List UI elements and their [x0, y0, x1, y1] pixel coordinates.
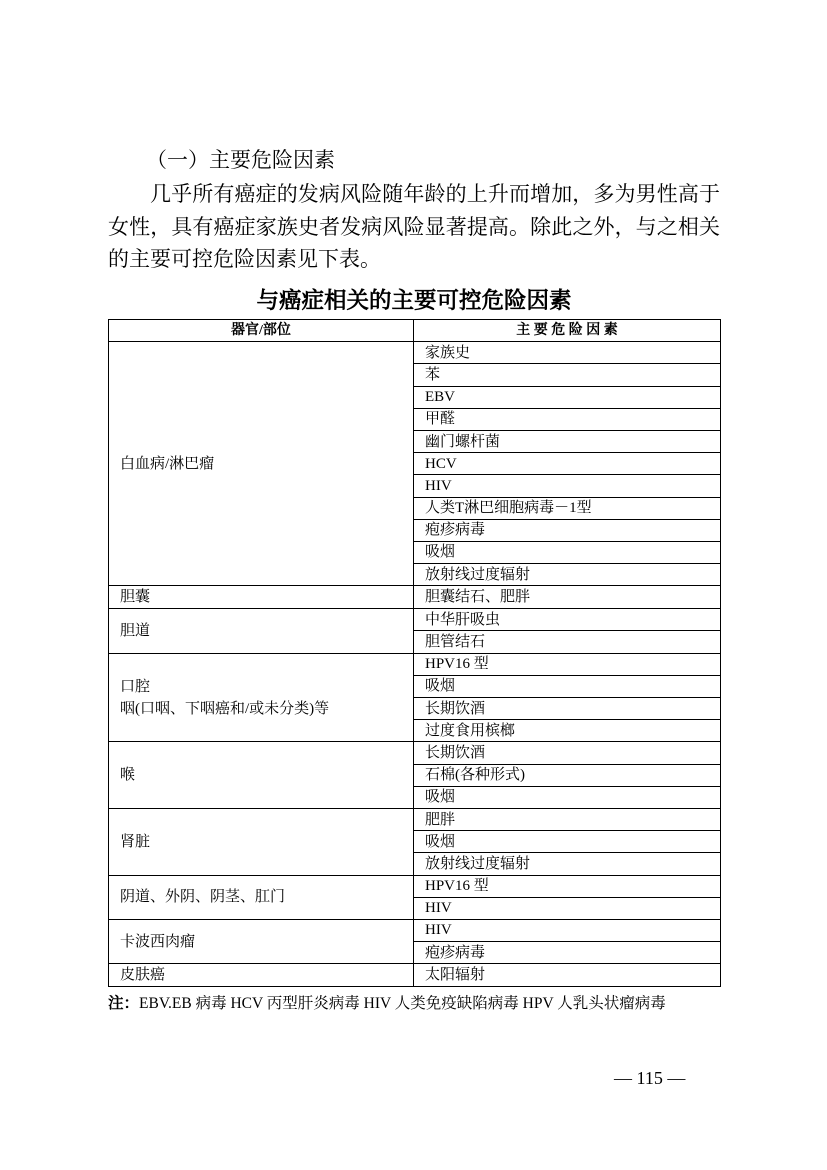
organ-label: 胆道 — [120, 622, 151, 639]
risk-factor-cell: 人类T淋巴细胞病毒－1型 — [414, 497, 721, 519]
organ-cell — [109, 342, 414, 586]
intro-paragraph: 几乎所有癌症的发病风险随年龄的上升而增加，多为男性高于女性，具有癌症家族史者发病风险显著提高。除此之外，与之相关的主要可控危险因素见下表。 — [108, 182, 720, 271]
table-row — [109, 964, 721, 987]
risk-factor-cell: 放射线过度辐射 — [414, 853, 721, 875]
risk-factor-cell: 吸烟 — [414, 675, 721, 697]
risk-factor-cell: 疱疹病毒 — [414, 519, 721, 541]
risk-factor-table — [108, 319, 721, 987]
organ-label: 咽(口咽、下咽癌和/或未分类)等 — [120, 700, 330, 717]
risk-factor-cell: 苯 — [414, 364, 721, 386]
organ-label: 皮肤癌 — [120, 967, 166, 984]
organ-cell — [109, 919, 414, 963]
risk-factor-cell: 家族史 — [414, 342, 721, 364]
organ-cell — [109, 875, 414, 919]
risk-factor-cell: HIV — [414, 897, 721, 919]
organ-cell — [109, 586, 414, 609]
table-title: 与癌症相关的主要可控危险因素 — [256, 288, 572, 314]
table-body — [109, 342, 721, 987]
organ-label: 白血病/淋巴瘤 — [120, 455, 215, 472]
risk-factor-cell: 幽门螺杆菌 — [414, 430, 721, 452]
header-organ: 器官/部位 — [109, 320, 414, 342]
organ-label: 喉 — [120, 767, 136, 784]
organ-cell — [109, 742, 414, 809]
risk-factor-cell: 肥胖 — [414, 808, 721, 830]
table-row — [109, 808, 721, 830]
risk-factor-cell: 吸烟 — [414, 541, 721, 563]
risk-factor-cell: EBV — [414, 386, 721, 408]
table-row — [109, 919, 721, 941]
organ-label: 口腔 — [120, 678, 151, 695]
organ-cell — [109, 609, 414, 653]
organ-cell — [109, 653, 414, 742]
organ-cell — [109, 964, 414, 987]
risk-factor-cell: 胆囊结石、肥胖 — [414, 586, 721, 609]
risk-factor-cell: 放射线过度辐射 — [414, 564, 721, 586]
table-row — [109, 342, 721, 364]
risk-factor-cell: 中华肝吸虫 — [414, 609, 721, 631]
risk-factor-cell: HCV — [414, 453, 721, 475]
footnote — [108, 993, 748, 1015]
risk-factor-cell: HPV16 型 — [414, 875, 721, 897]
table-row — [109, 742, 721, 764]
table-row — [109, 609, 721, 631]
risk-factor-cell: 石棉(各种形式) — [414, 764, 721, 786]
table-header-row — [109, 320, 721, 342]
risk-factor-cell: HIV — [414, 475, 721, 497]
risk-factor-cell: 疱疹病毒 — [414, 942, 721, 964]
page-number: — 115 — — [614, 1068, 686, 1088]
risk-factor-cell: 吸烟 — [414, 786, 721, 808]
risk-factor-cell: 长期饮酒 — [414, 742, 721, 764]
risk-factor-cell: 过度食用槟榔 — [414, 720, 721, 742]
risk-factor-cell: HPV16 型 — [414, 653, 721, 675]
organ-label: 胆囊 — [120, 589, 151, 606]
table-row — [109, 586, 721, 609]
footnote-text: EBV.EB 病毒 HCV 丙型肝炎病毒 HIV 人类免疫缺陷病毒 HPV 人乳头状瘤病毒 — [139, 995, 666, 1012]
risk-factor-cell: 吸烟 — [414, 831, 721, 853]
organ-label: 肾脏 — [120, 833, 151, 850]
table-row — [109, 875, 721, 897]
risk-factor-cell: 太阳辐射 — [414, 964, 721, 987]
risk-factor-cell: HIV — [414, 919, 721, 941]
header-risk-factors: 主 要 危 险 因 素 — [414, 320, 721, 342]
footnote-label: 注： — [108, 995, 140, 1012]
table-row — [109, 653, 721, 675]
section-heading: （一）主要危险因素 — [146, 148, 335, 172]
organ-label: 卡波西肉瘤 — [120, 933, 196, 950]
risk-factor-cell: 甲醛 — [414, 408, 721, 430]
organ-cell — [109, 808, 414, 875]
organ-label: 阴道、外阴、阴茎、肛门 — [120, 889, 286, 906]
risk-factor-cell: 长期饮酒 — [414, 698, 721, 720]
risk-factor-cell: 胆管结石 — [414, 631, 721, 653]
